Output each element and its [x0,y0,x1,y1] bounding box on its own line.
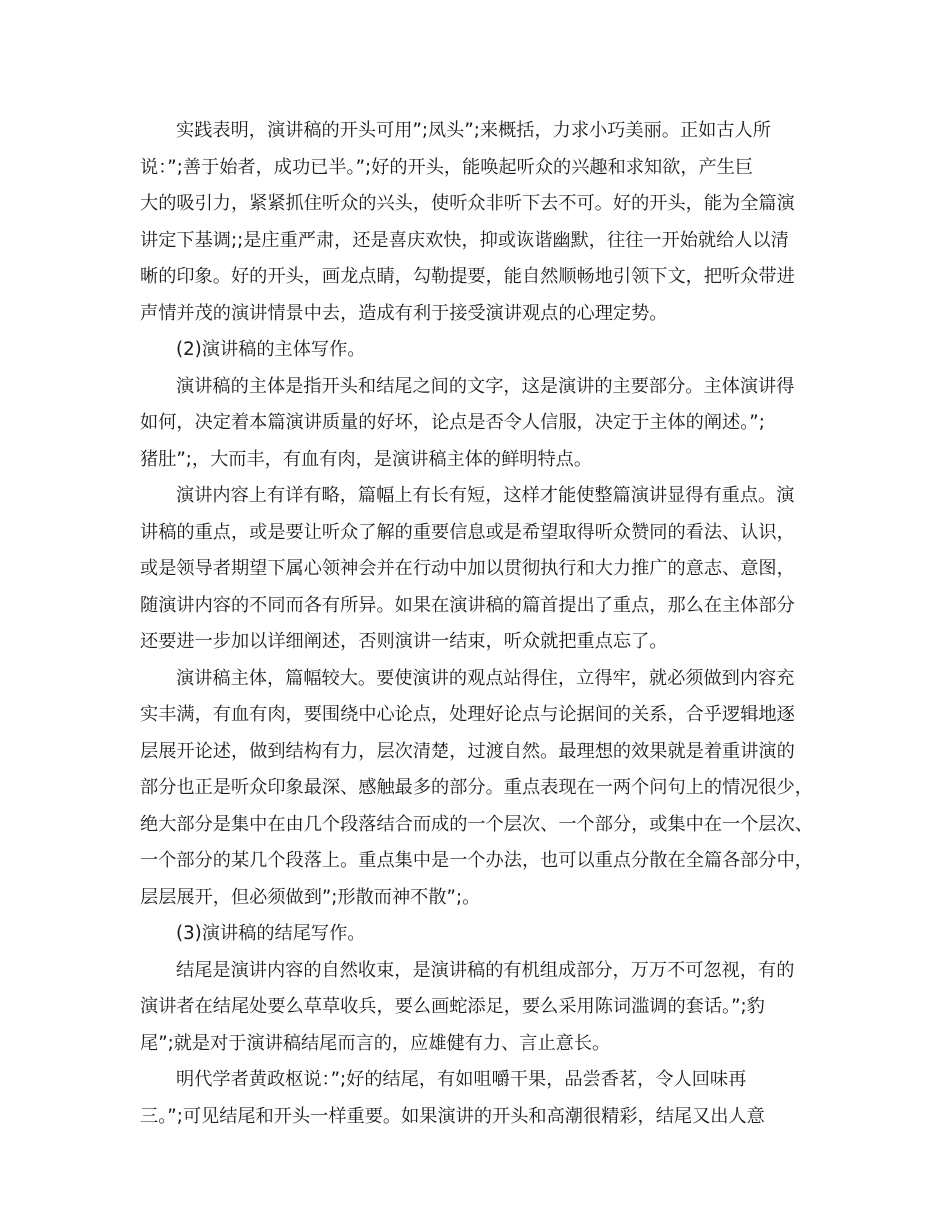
text-line: 猪肚”;，大而丰，有血有肉，是演讲稿主体的鲜明特点。 [140,448,593,470]
text-line: 如何，决定着本篇演讲质量的好坏，论点是否令人信服，决定于主体的阐述。”; [140,412,765,433]
text-line: 演讲者在结尾处要么草草收兵，要么画蛇添足，要么采用陈词滥调的套话。”;豹 [140,996,765,1017]
text-line: 随演讲内容的不同而各有所异。如果在演讲稿的篇首提出了重点，那么在主体部分 [140,594,795,616]
text-line: 尾”;就是对于演讲稿结尾而言的，应雄健有力、言止意长。 [140,1032,611,1054]
text-line: 讲定下基调;;是庄重严肃，还是喜庆欢快，抑或诙谐幽默，往往一开始就给人以清 [140,229,789,251]
text-line: 晰的印象。好的开头，画龙点睛，勾勒提要，能自然顺畅地引领下文，把听众带进 [140,266,795,287]
text-line: 或是领导者期望下属心领神会并在行动中加以贯彻执行和大力推广的意志、意图， [140,558,795,579]
text-line: 绝大部分是集中在由几个段落结合而成的一个层次、一个部分，或集中在一个层次、 [140,813,813,835]
paragraph-first-line: 演讲稿的主体是指开头和结尾之间的文字，这是演讲的主要部分。主体演讲得 [176,375,795,397]
text-line: 层层展开，但必须做到”;形散而神不散”;。 [140,886,481,908]
text-line: 一个部分的某几个段落上。重点集中是一个办法，也可以重点分散在全篇各部分中， [140,850,813,871]
body-text [140,113,820,1135]
paragraph-first-line: 明代学者黄政枢说：”;好的结尾，有如咀嚼干果，品尝香茗，令人回味再 [176,1069,747,1090]
text-line: 层展开论述，做到结构有力，层次清楚，过渡自然。最理想的效果就是着重讲演的 [140,740,795,762]
text-line: 讲稿的重点，或是要让听众了解的重要信息或是希望取得听众赞同的看法、认识， [140,521,795,543]
text-line: 大的吸引力，紧紧抓住听众的兴头，使听众非听下去不可。好的开头，能为全篇演 [140,193,795,214]
text-line: 部分也正是听众印象最深、感触最多的部分。重点表现在一两个问句上的情况很少， [140,777,813,798]
paragraph-first-line: 演讲内容上有详有略，篇幅上有长有短，这样才能使整篇演讲显得有重点。演 [176,485,795,506]
text-line: 说：”;善于始者，成功已半。”;好的开头，能唤起听众的兴趣和求知欲，产生巨 [140,156,754,178]
text-line: 三。”;可见结尾和开头一样重要。如果演讲的开头和高潮很精彩，结尾又出人意 [140,1105,765,1127]
paragraph-first-line: 结尾是演讲内容的自然收束，是演讲稿的有机组成部分，万万不可忽视，有的 [176,959,795,981]
paragraph-first-line: (2)演讲稿的主体写作。 [176,339,366,360]
paragraph-first-line: 实践表明，演讲稿的开头可用”;凤头”;来概括，力求小巧美丽。正如古人所 [176,120,771,141]
text-line: 实丰满，有血有肉，要围绕中心论点，处理好论点与论据间的关系，合乎逻辑地逐 [140,704,795,725]
text-line: 还要进一步加以详细阐述，否则演讲一结束，听众就把重点忘了。 [140,631,668,652]
paragraph-first-line: (3)演讲稿的结尾写作。 [176,923,366,944]
paragraph-first-line: 演讲稿主体，篇幅较大。要使演讲的观点站得住，立得牢，就必须做到内容充 [176,667,795,689]
text-line: 声情并茂的演讲情景中去，造成有利于接受演讲观点的心理定势。 [140,302,668,324]
